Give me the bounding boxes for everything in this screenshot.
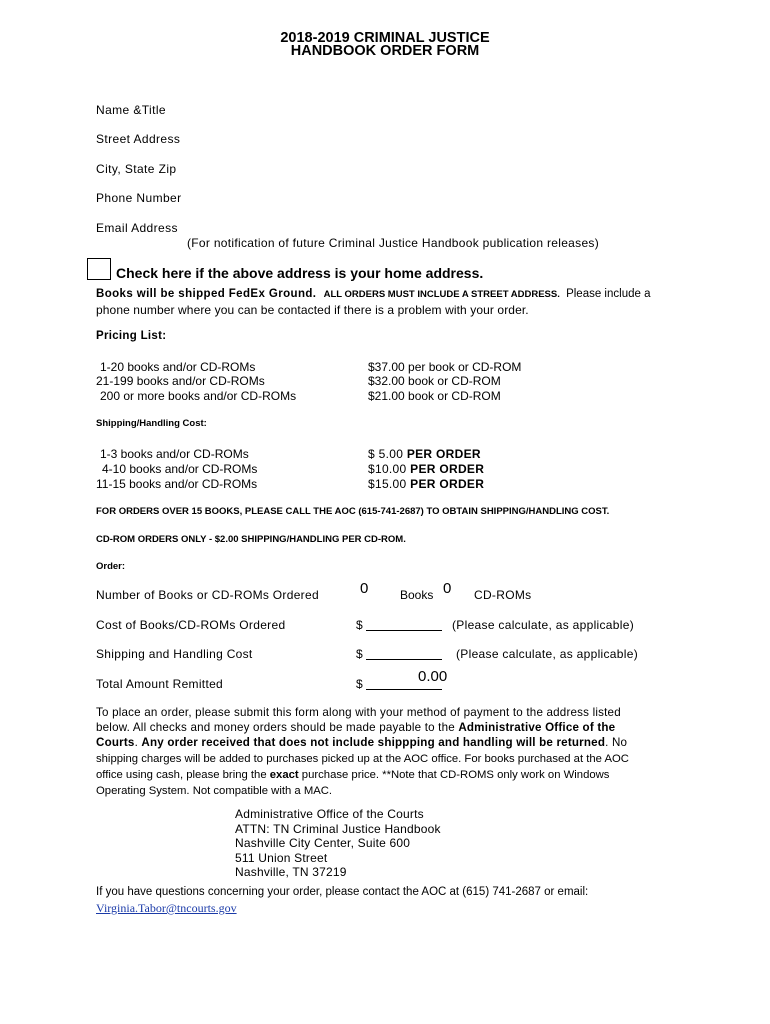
cost-input[interactable]	[366, 620, 442, 631]
address-line: Administrative Office of the Courts	[235, 807, 424, 821]
number-ordered-label: Number of Books or CD-ROMs Ordered	[96, 588, 319, 602]
cdroms-count-input[interactable]: 0	[443, 580, 452, 597]
pricing-row-qty: 200 or more books and/or CD-ROMs	[100, 389, 297, 403]
cost-dollar-sign: $	[356, 618, 363, 632]
street-address-required-note: ALL ORDERS MUST INCLUDE A STREET ADDRESS.	[323, 289, 560, 300]
cost-label: Cost of Books/CD-ROMs Ordered	[96, 618, 286, 632]
over-15-books-note: FOR ORDERS OVER 15 BOOKS, PLEASE CALL THE AOC (615-741-2687) TO OBTAIN SHIPPING/HANDLING COST.	[96, 506, 610, 517]
order-heading: Order:	[96, 561, 126, 572]
shipping-heading: Shipping/Handling Cost:	[96, 418, 207, 429]
address-line: ATTN: TN Criminal Justice Handbook	[235, 822, 441, 836]
shipping-row-price: $10.00 PER ORDER	[368, 462, 485, 476]
fedex-note: Books will be shipped FedEx Ground.	[96, 288, 317, 300]
pricing-heading: Pricing List:	[96, 330, 167, 342]
cdrom-shipping-note: CD-ROM ORDERS ONLY - $2.00 SHIPPING/HANDLING PER CD-ROM.	[96, 534, 406, 545]
instructions-line: below. All checks and money orders should be made payable to the Administrative Office of the	[96, 721, 616, 734]
shipping-cost-input[interactable]	[366, 649, 442, 660]
total-value: 0.00	[418, 668, 448, 685]
shipping-note-line1	[96, 288, 650, 300]
include-phone-note: Please include a	[566, 288, 651, 300]
name-title-field[interactable]: Name &Title	[96, 103, 166, 117]
cdroms-label: CD-ROMs	[474, 588, 532, 602]
email-address-field[interactable]: Email Address	[96, 221, 178, 235]
shipping-row-qty: 1-3 books and/or CD-ROMs	[100, 447, 249, 461]
instructions-line: Courts. Any order received that does not include shippping and handling will be returned. No	[96, 736, 628, 749]
pricing-row-price: $21.00 book or CD-ROM	[368, 389, 501, 403]
cost-note: (Please calculate, as applicable)	[452, 618, 634, 632]
shipping-row-qty: 4-10 books and/or CD-ROMs	[102, 462, 258, 476]
shipping-dollar-sign: $	[356, 647, 363, 661]
shipping-row-price: $15.00 PER ORDER	[368, 477, 485, 491]
email-link[interactable]: Virginia.Tabor@tncourts.gov	[96, 901, 237, 915]
books-count-input[interactable]: 0	[360, 580, 369, 597]
pricing-row-price: $37.00 per book or CD-ROM	[368, 360, 522, 374]
street-address-field[interactable]: Street Address	[96, 132, 181, 146]
total-dollar-sign: $	[356, 677, 363, 691]
home-address-checkbox[interactable]	[87, 258, 111, 280]
shipping-row-qty: 11-15 books and/or CD-ROMs	[96, 477, 258, 491]
instructions-line: Operating System. Not compatible with a MAC.	[96, 785, 333, 797]
shipping-row-price: $ 5.00 PER ORDER	[368, 447, 481, 461]
address-line: 511 Union Street	[235, 851, 328, 865]
shipping-cost-note: (Please calculate, as applicable)	[456, 647, 638, 661]
questions-note: If you have questions concerning your order, please contact the AOC at (615) 741-2687 or email:	[96, 886, 589, 898]
address-line: Nashville, TN 37219	[235, 865, 347, 879]
address-line: Nashville City Center, Suite 600	[235, 836, 411, 850]
form-title-line2: HANDBOOK ORDER FORM	[290, 43, 480, 59]
instructions-line: office using cash, please bring the exact purchase price. **Note that CD-ROMS only work on Windows	[96, 769, 610, 781]
total-label: Total Amount Remitted	[96, 677, 224, 691]
instructions-line: To place an order, please submit this form along with your method of payment to the address listed	[96, 706, 621, 719]
email-note: (For notification of future Criminal Justice Handbook publication releases)	[187, 236, 600, 250]
pricing-row-qty: 21-199 books and/or CD-ROMs	[96, 374, 265, 388]
books-label: Books	[400, 588, 434, 602]
city-state-zip-field[interactable]: City, State Zip	[96, 162, 177, 176]
form-title-line1: 2018-2019 CRIMINAL JUSTICE	[280, 30, 490, 46]
pricing-row-price: $32.00 book or CD-ROM	[368, 374, 501, 388]
home-address-label: Check here if the above address is your home address.	[116, 265, 484, 281]
instructions-line: shipping charges will be added to purchases picked up at the AOC office. For books purchased at the AOC	[96, 753, 629, 765]
phone-number-field[interactable]: Phone Number	[96, 191, 182, 205]
shipping-cost-label: Shipping and Handling Cost	[96, 647, 253, 661]
shipping-note-line2: phone number where you can be contacted if there is a problem with your order.	[96, 303, 529, 317]
pricing-row-qty: 1-20 books and/or CD-ROMs	[100, 360, 256, 374]
